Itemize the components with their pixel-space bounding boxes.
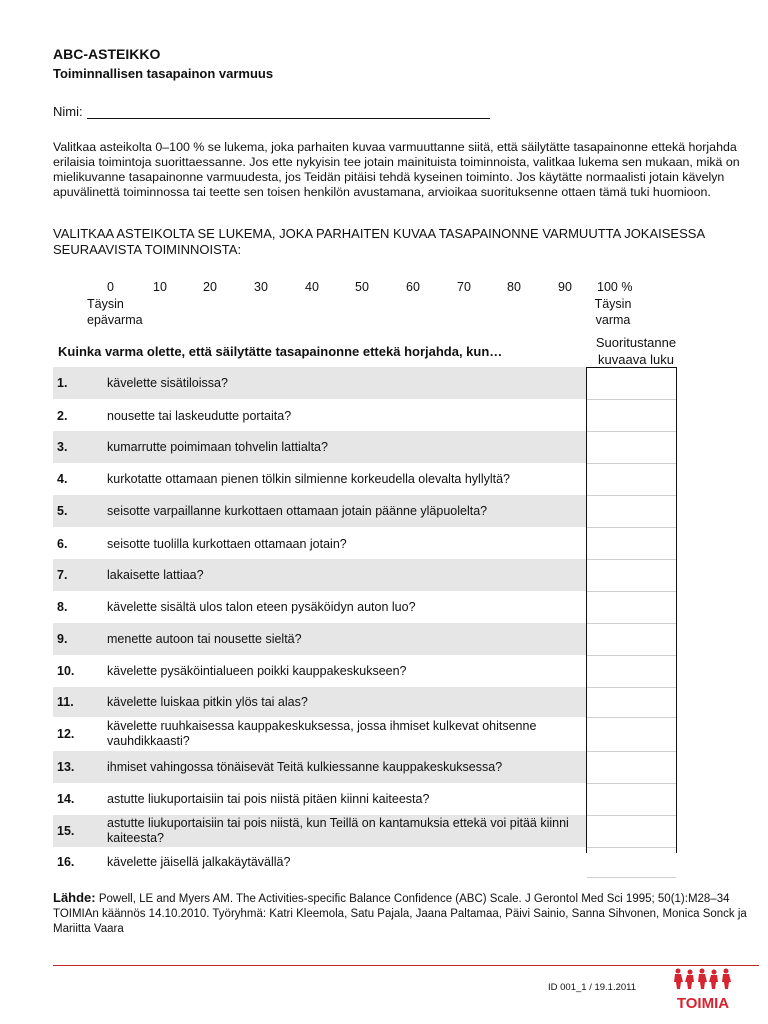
scale-value: 20 [203, 280, 217, 294]
response-cell[interactable] [587, 496, 676, 528]
scale-value: 60 [406, 280, 420, 294]
question-number: 9. [57, 632, 68, 646]
response-cell[interactable] [587, 848, 676, 878]
question-number: 8. [57, 600, 68, 614]
response-cell[interactable] [587, 368, 676, 400]
instructions-caps: VALITKAA ASTEIKOLTA SE LUKEMA, JOKA PARHAITEN KUVAA TASAPAINONNE VARMUUTTA JOKAISESSA SEURAAVISTA TOIMINNOISTA: [53, 226, 705, 257]
response-cell[interactable] [587, 592, 676, 624]
question-text: kävelette sisätiloissa? [107, 375, 228, 390]
scale-right-label [592, 296, 634, 328]
question-header: Kuinka varma olette, että säilytätte tasapainonne ettekä horjahda, kun… [58, 344, 503, 359]
response-cell[interactable] [587, 624, 676, 656]
table-row [53, 559, 677, 591]
table-row [53, 815, 677, 847]
question-text: astutte liukuportaisiin tai pois niistä, kun Teillä on kantamuksia ettekä voi pitää kiinni kaiteesta? [107, 816, 569, 845]
question-text: menette autoon tai nousette sieltä? [107, 631, 302, 646]
table-row [53, 847, 677, 877]
table-row [53, 495, 677, 527]
question-number: 10. [57, 664, 75, 678]
scale-left-label-line1: Täysin [87, 297, 124, 311]
question-text: kumarrutte poimimaan tohvelin lattialta? [107, 439, 328, 454]
scale-left-label [87, 296, 143, 328]
scale-right-label-line1: Täysin [594, 297, 632, 311]
question-text: kävelette sisältä ulos talon eteen pysäköidyn auton luo? [107, 599, 416, 614]
document-id: ID 001_1 / 19.1.2011 [548, 982, 637, 993]
question-text: kävelette pysäköintialueen poikki kauppakeskukseen? [107, 663, 407, 678]
scale-right-label-line2: varma [595, 313, 631, 327]
scale-value: 70 [457, 280, 471, 294]
response-header-line2: kuvaava luku [598, 352, 674, 367]
question-number: 1. [57, 376, 68, 390]
question-number: 4. [57, 472, 68, 486]
response-header [588, 334, 684, 368]
scale-value: 0 [107, 280, 114, 294]
response-column [586, 367, 677, 853]
toimia-logo [672, 968, 734, 1012]
scale-value: 90 [558, 280, 572, 294]
response-cell[interactable] [587, 432, 676, 464]
question-number: 13. [57, 760, 75, 774]
scale-value: 50 [355, 280, 369, 294]
name-input-line[interactable] [87, 104, 490, 119]
question-text: seisotte tuolilla kurkottaen ottamaan jotain? [107, 536, 347, 551]
question-number: 15. [57, 824, 75, 838]
table-row [53, 591, 677, 623]
question-number: 3. [57, 440, 68, 454]
table-row [53, 783, 677, 815]
response-cell[interactable] [587, 530, 676, 560]
question-text: kävelette luiskaa pitkin ylös tai alas? [107, 694, 308, 709]
instructions-text: Valitkaa asteikolta 0–100 % se lukema, joka parhaiten kuvaa varmuuttanne siitä, että säilytätte tasapainonne ettekä horjahda erilaisia toimintoja suorittaessanne. Jos ette nykyisin tee jotain mainituista toiminnoista, valitkaa lukema sen mukaan, mikä on mielikuvanne tasapainonne varmuudesta, jos Teidän pitäisi tehdä kyseinen toiminto. Jos käytätte normaalisti jotain kävelyn apuvälinettä toiminnossa tai teette sen toisen henkilön avustamana, arvioikaa suorituksenne ottaen tämä tuki huomioon. [53, 140, 740, 199]
response-cell[interactable] [587, 752, 676, 784]
response-header-line1: Suoritustanne [595, 335, 677, 350]
table-row [53, 655, 677, 687]
scale-left-label-line2: epävarma [87, 313, 143, 327]
table-row [53, 463, 677, 495]
name-field-row [53, 104, 490, 119]
response-cell[interactable] [587, 784, 676, 816]
question-text: kävelette ruuhkaisessa kauppakeskuksessa, jossa ihmiset kulkevat ohitsenne vauhdikkaasti? [107, 719, 537, 748]
question-number: 16. [57, 855, 75, 869]
response-cell[interactable] [587, 816, 676, 848]
question-text: nousette tai laskeudutte portaita? [107, 408, 292, 423]
table-row [53, 529, 677, 559]
page-title: ABC-ASTEIKKO [53, 46, 161, 62]
table-row [53, 367, 677, 399]
response-cell[interactable] [587, 688, 676, 718]
question-text: astutte liukuportaisiin tai pois niistä pitäen kiinni kaiteesta? [107, 791, 430, 806]
scale-value: 80 [507, 280, 521, 294]
source-label: Lähde: [53, 890, 96, 905]
table-row [53, 687, 677, 717]
name-label: Nimi: [53, 104, 83, 119]
table-row [53, 717, 677, 751]
question-number: 6. [57, 537, 68, 551]
question-number: 12. [57, 727, 75, 741]
question-text: kävelette jäisellä jalkakäytävällä? [107, 854, 291, 869]
scale-value: 30 [254, 280, 268, 294]
scale-value: 10 [153, 280, 167, 294]
table-row [53, 431, 677, 463]
footer-rule [53, 965, 759, 966]
source-block [53, 890, 753, 937]
table-row [53, 623, 677, 655]
question-text: seisotte varpaillanne kurkottaen ottamaan jotain päänne yläpuolelta? [107, 503, 488, 518]
table-row [53, 751, 677, 783]
scale-value: 100 % [597, 280, 633, 294]
question-text: kurkotatte ottamaan pienen tölkin silmienne korkeudella olevalta hyllyltä? [107, 471, 511, 486]
response-cell[interactable] [587, 560, 676, 592]
question-number: 5. [57, 504, 68, 518]
question-number: 7. [57, 568, 68, 582]
response-cell[interactable] [587, 402, 676, 432]
scale-value: 40 [305, 280, 319, 294]
logo-text: TOIMIA [676, 995, 730, 1012]
source-citation: Powell, LE and Myers AM. The Activities-specific Balance Confidence (ABC) Scale. J Gerontol Med Sci 1995; 50(1):M28–34 [98, 893, 730, 905]
response-cell[interactable] [587, 718, 676, 752]
question-text: lakaisette lattiaa? [107, 567, 204, 582]
question-text: ihmiset vahingossa tönäisevät Teitä kulkiessanne kauppakeskuksessa? [107, 759, 503, 774]
question-number: 11. [57, 695, 74, 709]
response-cell[interactable] [587, 656, 676, 688]
table-row [53, 401, 677, 431]
response-cell[interactable] [587, 464, 676, 496]
page-subtitle: Toiminnallisen tasapainon varmuus [53, 66, 274, 81]
people-icon [672, 968, 734, 990]
question-number: 14. [57, 792, 75, 806]
question-number: 2. [57, 409, 68, 423]
translation-credit: TOIMIAn käännös 14.10.2010. Työryhmä: Katri Kleemola, Satu Pajala, Jaana Paltamaa, Päivi Sainio, Sanna Sihvonen, Monica Sonck ja Mariitta Vaara [53, 908, 747, 935]
